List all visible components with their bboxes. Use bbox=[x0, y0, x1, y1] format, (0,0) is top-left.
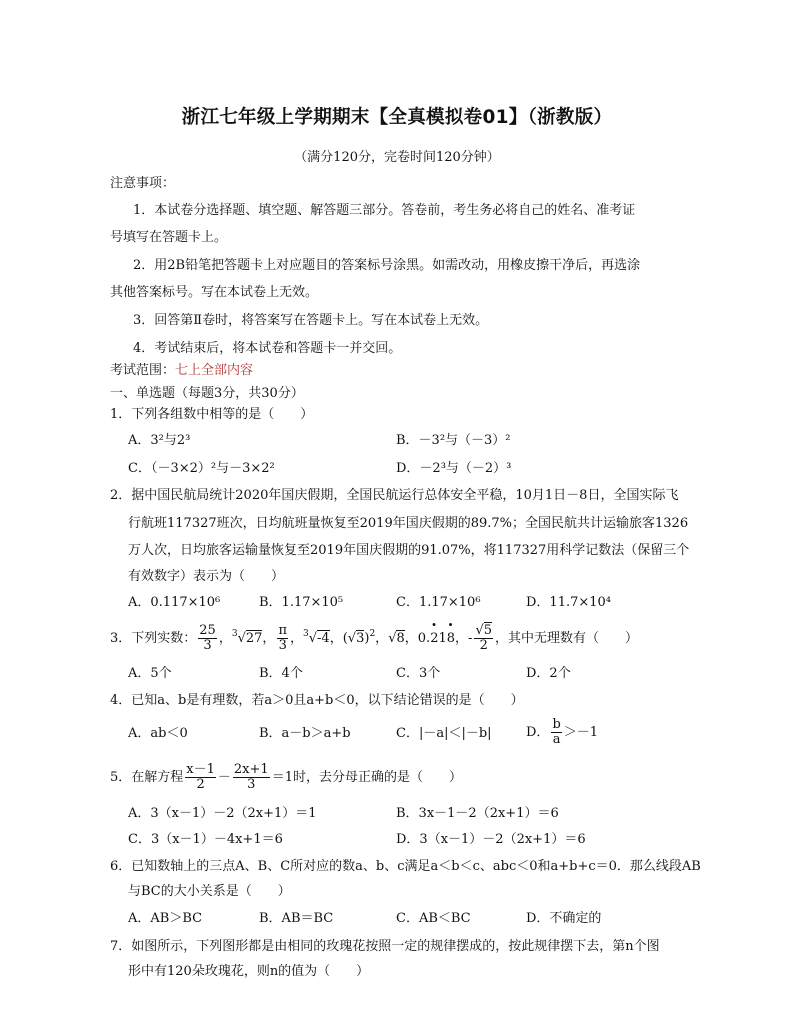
q5-prefix: 5．在解方程 bbox=[110, 770, 184, 785]
q2-option-b: B．1.17×10⁵ bbox=[259, 595, 344, 610]
q3-suffix: ，其中无理数有（ ） bbox=[495, 631, 639, 646]
exam-scope bbox=[110, 362, 253, 380]
q5-option-a: A．3（x－1）－2（2x+1）＝1 bbox=[128, 806, 317, 821]
notice-heading: 注意事项： bbox=[110, 176, 176, 191]
q5-fraction-1: $\frac{x-1}{2}$ bbox=[186, 762, 215, 792]
notice-line-3: 2．用2B铅笔把答题卡上对应题目的答案标号涂黑。如需改动，用橡皮擦干净后，再选涂 bbox=[133, 258, 641, 273]
q4-option-a: A．ab＜0 bbox=[128, 726, 188, 741]
q2-option-d: D．11.7×10⁴ bbox=[526, 595, 612, 610]
q4-option-d-label: D． bbox=[526, 725, 550, 740]
q3-option-c: C．3个 bbox=[396, 666, 441, 681]
q4-option-b: B．a－b＞a+b bbox=[259, 726, 351, 741]
q3-option-a: A．5个 bbox=[128, 666, 172, 681]
q5-stem bbox=[110, 763, 462, 793]
q3-stem: 3．下列实数： $\frac{25}{3}$ ，$^3$√27， $\frac{\pi}{3}$ ，$^3$√-4，$(√3)^2$，√8，0.· 21· 8，- $\frac{√5}{2}$ ，其中无理数有（ ） bbox=[110, 624, 638, 654]
q2-line-1: 2．据中国民航局统计2020年国庆假期，全国民航运行总体安全平稳，10月1日－8日，全国实际飞 bbox=[110, 488, 679, 503]
notice-line-4: 其他答案标号。写在本试卷上无效。 bbox=[110, 285, 319, 300]
q3-repeating-decimal: 0.· 21· 8 bbox=[418, 631, 455, 646]
q4-option-d-suffix: ＞－1 bbox=[563, 725, 599, 740]
q6-option-c: C．AB＜BC bbox=[396, 911, 471, 926]
exam-scope-label: 考试范围： bbox=[110, 363, 176, 378]
q3-sqrt-8: √8 bbox=[388, 631, 405, 646]
q1-option-c: C．（－3×2）²与－3×2² bbox=[128, 461, 275, 476]
q3-frac-25-3: $\frac{25}{3}$ bbox=[199, 623, 216, 653]
q4-option-c: C．|－a|＜|－b| bbox=[396, 726, 492, 741]
q7-line-2: 形中有120朵玫瑰花，则n的值为（ ） bbox=[128, 964, 370, 979]
q3-cbrt-27: $^3$√27 bbox=[231, 629, 263, 646]
q3-prefix: 3．下列实数： bbox=[110, 631, 197, 646]
notice-line-5: 3．回答第Ⅱ卷时，将答案写在答题卡上。写在本试卷上无效。 bbox=[133, 313, 489, 328]
q3-option-d: D．2个 bbox=[526, 666, 571, 681]
q2-option-a: A．0.117×10⁶ bbox=[128, 595, 221, 610]
q1-option-a: A．3²与2³ bbox=[128, 433, 191, 448]
q4-option-d-fraction: $\frac{b}{a}$ bbox=[552, 717, 561, 747]
q4-stem: 4．已知a、b是有理数，若a＞0且a+b＜0，以下结论错误的是（ ） bbox=[110, 693, 524, 708]
q5-option-d: D．3（x－1）－2（2x+1）＝6 bbox=[396, 832, 586, 847]
exam-scope-value: 七上全部内容 bbox=[175, 363, 254, 378]
notice-line-6: 4．考试结束后，将本试卷和答题卡一并交回。 bbox=[133, 341, 402, 356]
q6-option-b: B．AB＝BC bbox=[259, 911, 334, 926]
q6-line-1: 6．已知数轴上的三点A、B、C所对应的数a、b、c满足a＜b＜c、abc＜0和a+b+c＝0．那么线段AB bbox=[110, 859, 701, 874]
q7-line-1: 7．如图所示，下列图形都是由相同的玫瑰花按照一定的规律摆成的，按此规律摆下去，第n个图 bbox=[110, 939, 660, 954]
q1-stem: 1．下列各组数中相等的是（ ） bbox=[110, 407, 314, 422]
q2-line-4: 有效数字）表示为（ ） bbox=[128, 569, 285, 584]
q5-option-c: C．3（x－1）－4x+1＝6 bbox=[128, 832, 283, 847]
q3-option-b: B．4个 bbox=[259, 666, 303, 681]
section-heading: 一、单选题（每题3分，共30分） bbox=[110, 386, 304, 401]
q2-option-c: C．1.17×10⁶ bbox=[396, 595, 481, 610]
page-subtitle: （满分120分，完卷时间120分钟） bbox=[294, 150, 500, 165]
q3-frac-pi-3: $\frac{\pi}{3}$ bbox=[278, 623, 287, 653]
q3-cbrt-neg4: $^3$√-4 bbox=[303, 629, 330, 646]
q2-line-2: 行航班117327班次，日均航班量恢复至2019年国庆假期的89.7%；全国民航共计运输旅客1326 bbox=[128, 516, 689, 531]
page-title: 浙江七年级上学期期末【全真模拟卷01】（浙教版） bbox=[181, 107, 613, 128]
q5-fraction-2: $\frac{2x+1}{3}$ bbox=[233, 762, 269, 792]
q6-option-a: A．AB＞BC bbox=[128, 911, 203, 926]
q6-line-2: 与BC的大小关系是（ ） bbox=[128, 884, 291, 899]
q2-line-3: 万人次，日均旅客运输量恢复至2019年国庆假期的91.07%，将117327用科学记数法（保留三个 bbox=[128, 543, 690, 558]
q6-option-d: D．不确定的 bbox=[526, 911, 602, 926]
q5-suffix: ＝1时，去分母正确的是（ ） bbox=[271, 770, 462, 785]
q4-option-d bbox=[526, 718, 598, 748]
q5-option-b: B．3x－1－2（2x+1）＝6 bbox=[396, 806, 559, 821]
q3-sqrt3-squared: $(√3)^2$ bbox=[342, 629, 376, 646]
notice-line-2: 号填写在答题卡上。 bbox=[110, 230, 228, 245]
notice-line-1: 1．本试卷分选择题、填空题、解答题三部分。答卷前，考生务必将自己的姓名、准考证 bbox=[133, 203, 636, 218]
q3-neg-frac-sqrt5-2: - $\frac{√5}{2}$ bbox=[468, 623, 493, 653]
q1-option-d: D．－2³与（－2）³ bbox=[396, 461, 512, 476]
q5-minus: － bbox=[217, 770, 231, 785]
q1-option-b: B．－3²与（－3）² bbox=[396, 433, 511, 448]
